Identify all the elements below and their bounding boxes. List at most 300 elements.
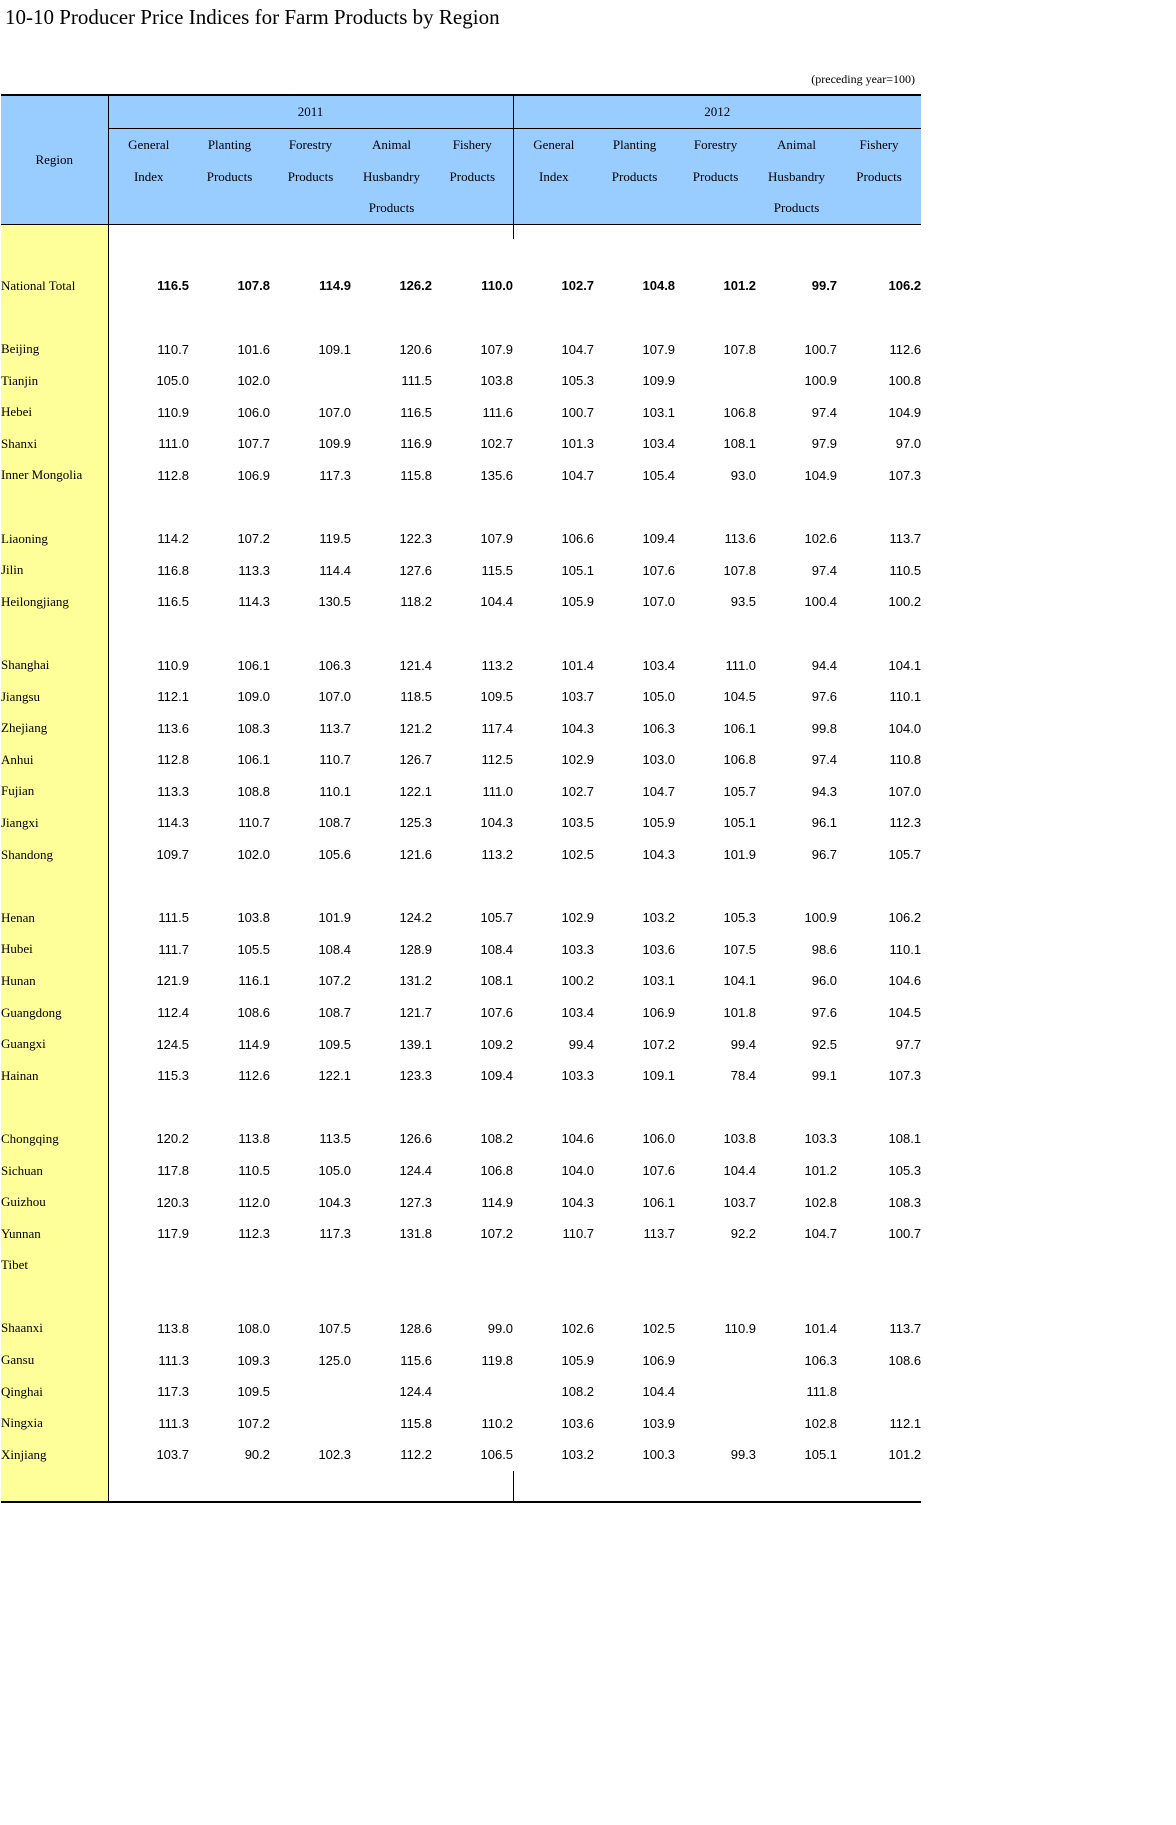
value-cell: 104.5 (723, 689, 757, 705)
value-cell (189, 1092, 270, 1124)
value-cell (513, 239, 594, 271)
value-cell: 99.0 (487, 1320, 514, 1336)
value-cell: 109.1 (318, 341, 351, 357)
region-name: Inner Mongolia (1, 460, 108, 492)
value-cell (270, 1092, 351, 1124)
value-cell (270, 224, 351, 239)
value-cell: 119.8 (481, 1352, 514, 1368)
table-row (1, 1155, 921, 1187)
value-cell: 107.0 (318, 689, 351, 705)
value-cell (513, 302, 594, 334)
region-name: Guangdong (1, 997, 108, 1029)
region-cell (1, 1471, 108, 1502)
value-cell: 105.3 (723, 910, 757, 926)
value-cell: 114.9 (238, 1036, 270, 1052)
value-cell: 131.2 (399, 973, 432, 989)
value-cell (108, 239, 189, 271)
value-cell (756, 1250, 837, 1282)
col-header-2012-general-index (513, 129, 594, 225)
value-cell: 113.8 (238, 1131, 270, 1147)
value-cell: 117.3 (157, 1384, 189, 1400)
value-cell (189, 1281, 270, 1313)
value-cell: 105.7 (888, 847, 922, 863)
value-cell: 112.6 (889, 341, 922, 357)
value-cell: 121.4 (399, 657, 432, 673)
value-cell: 103.6 (561, 1415, 595, 1431)
value-cell: 104.1 (723, 973, 757, 989)
value-cell: 97.4 (811, 752, 838, 768)
value-cell: 106.1 (237, 752, 270, 768)
value-cell: 102.0 (237, 847, 270, 863)
value-cell: 100.3 (642, 1447, 676, 1463)
region-name: Yunnan (1, 1218, 108, 1250)
value-cell: 97.4 (811, 562, 838, 578)
value-cell (270, 491, 351, 523)
value-cell: 102.7 (561, 278, 595, 294)
region-name: Jilin (1, 554, 108, 586)
value-cell: 113.2 (481, 847, 514, 863)
value-cell (837, 224, 921, 239)
value-cell: 103.7 (156, 1447, 189, 1463)
col-header-line: General (533, 137, 575, 152)
value-cell: 116.5 (157, 594, 189, 610)
year-2011-header: 2011 (108, 95, 513, 129)
spacer-row (1, 618, 921, 650)
value-cell (432, 618, 513, 650)
value-cell: 115.3 (157, 1068, 189, 1084)
value-cell: 105.7 (480, 910, 514, 926)
value-cell: 103.4 (642, 657, 676, 673)
value-cell: 106.9 (642, 1352, 676, 1368)
value-cell: 107.7 (237, 436, 270, 452)
value-cell: 109.0 (237, 689, 270, 705)
value-cell: 113.3 (157, 783, 189, 799)
value-cell: 107.5 (723, 941, 757, 957)
value-cell: 116.5 (400, 404, 432, 420)
value-cell: 101.3 (561, 436, 595, 452)
value-cell (270, 239, 351, 271)
col-header-line: Products (368, 200, 415, 215)
value-cell: 102.0 (237, 373, 270, 389)
value-cell: 99.1 (811, 1068, 838, 1084)
table-row (1, 807, 921, 839)
value-cell: 111.0 (482, 783, 514, 799)
value-cell: 96.1 (811, 815, 838, 831)
value-cell: 105.7 (723, 783, 757, 799)
year-header-row (1, 95, 921, 129)
value-cell (432, 491, 513, 523)
region-header: Region (1, 95, 108, 224)
col-header-line: Animal (372, 137, 411, 152)
value-cell: 112.3 (889, 815, 922, 831)
value-cell: 113.7 (643, 1226, 676, 1242)
value-cell (756, 1092, 837, 1124)
col-header-line: Husbandry (768, 168, 826, 184)
value-cell: 99.8 (811, 720, 838, 736)
value-cell: 112.8 (157, 467, 189, 483)
value-cell (351, 491, 432, 523)
value-cell (270, 1376, 351, 1408)
value-cell: 122.1 (399, 783, 432, 799)
value-cell (432, 1092, 513, 1124)
value-cell: 104.5 (888, 1005, 922, 1021)
value-cell: 118.5 (400, 689, 432, 705)
value-cell: 100.8 (888, 373, 922, 389)
value-cell (270, 302, 351, 334)
col-header-line: Planting (207, 137, 252, 152)
table-row (1, 776, 921, 808)
value-cell: 115.6 (400, 1352, 432, 1368)
value-cell (189, 1471, 270, 1502)
col-header-line: Forestry (693, 137, 738, 152)
value-cell: 107.3 (888, 1068, 922, 1084)
value-cell: 127.3 (399, 1194, 432, 1210)
value-cell: 113.6 (157, 720, 189, 736)
region-name: Xinjiang (1, 1439, 108, 1471)
value-cell: 104.8 (642, 278, 676, 294)
value-cell: 104.7 (642, 783, 676, 799)
value-cell (432, 224, 513, 239)
value-cell (108, 491, 189, 523)
value-cell: 104.3 (561, 720, 595, 736)
value-cell: 116.5 (157, 278, 189, 294)
table-row (1, 586, 921, 618)
value-cell: 104.1 (888, 657, 922, 673)
table-row (1, 1407, 921, 1439)
value-cell: 116.8 (157, 562, 189, 578)
value-cell: 107.0 (888, 783, 922, 799)
region-name: Henan (1, 902, 108, 934)
value-cell (351, 870, 432, 902)
value-cell: 108.3 (888, 1194, 922, 1210)
value-cell: 97.7 (895, 1036, 922, 1052)
value-cell: 106.2 (888, 910, 922, 926)
value-cell: 108.4 (318, 941, 351, 957)
value-cell: 105.6 (318, 847, 351, 863)
value-cell: 103.3 (804, 1131, 838, 1147)
region-name: National Total (1, 270, 108, 302)
region-name: Zhejiang (1, 712, 108, 744)
value-cell: 103.2 (642, 910, 676, 926)
col-header-2011-general-index (108, 129, 189, 225)
value-cell: 96.7 (811, 847, 838, 863)
table-row (1, 965, 921, 997)
value-cell (108, 1471, 189, 1502)
table-body (1, 224, 921, 1502)
value-cell: 104.6 (888, 973, 922, 989)
value-cell: 121.6 (399, 847, 432, 863)
region-name: Liaoning (1, 523, 108, 555)
value-cell (513, 618, 594, 650)
value-cell (189, 618, 270, 650)
value-cell: 107.3 (888, 467, 922, 483)
value-cell: 103.8 (723, 1131, 757, 1147)
col-header-line: Products (206, 168, 253, 184)
region-cell (1, 618, 108, 650)
table-row (1, 523, 921, 555)
spacer-row (1, 1281, 921, 1313)
region-cell (1, 302, 108, 334)
region-name: Jiangsu (1, 681, 108, 713)
region-name: Guangxi (1, 1028, 108, 1060)
table-row (1, 1028, 921, 1060)
value-cell: 111.5 (401, 373, 432, 389)
value-cell: 117.3 (319, 467, 351, 483)
value-cell: 108.7 (318, 1005, 351, 1021)
value-cell (513, 1092, 594, 1124)
value-cell: 104.3 (318, 1194, 351, 1210)
col-header-line: Index (538, 168, 569, 184)
value-cell (189, 302, 270, 334)
value-cell: 108.0 (237, 1320, 270, 1336)
region-name: Jiangxi (1, 807, 108, 839)
value-cell: 104.7 (804, 1226, 838, 1242)
region-name: Sichuan (1, 1155, 108, 1187)
value-cell: 106.9 (237, 467, 270, 483)
value-cell: 92.5 (811, 1036, 838, 1052)
value-cell: 108.3 (237, 720, 270, 736)
table-bottom-pad (1, 1471, 921, 1502)
value-cell: 106.8 (723, 404, 757, 420)
value-cell: 105.9 (561, 594, 595, 610)
value-cell: 103.3 (561, 941, 595, 957)
value-cell: 103.5 (561, 815, 595, 831)
value-cell: 106.3 (804, 1352, 838, 1368)
value-cell: 94.4 (811, 657, 838, 673)
value-cell (837, 1471, 921, 1502)
value-cell (756, 1471, 837, 1502)
value-cell: 102.3 (318, 1447, 351, 1463)
value-cell: 105.3 (888, 1163, 922, 1179)
value-cell: 105.5 (237, 941, 270, 957)
value-cell: 97.0 (895, 436, 922, 452)
table-row (1, 1313, 921, 1345)
value-cell: 112.3 (238, 1226, 270, 1242)
value-cell: 114.3 (238, 594, 270, 610)
value-cell: 113.6 (724, 531, 757, 547)
value-cell (675, 1344, 756, 1376)
value-cell: 103.9 (642, 1415, 676, 1431)
value-cell: 104.7 (561, 467, 595, 483)
value-cell (675, 1250, 756, 1282)
col-header-2012-fishery-products (837, 129, 921, 225)
value-cell (351, 1250, 432, 1282)
value-cell: 124.4 (399, 1163, 432, 1179)
value-cell: 104.9 (804, 467, 838, 483)
value-cell: 104.7 (561, 341, 595, 357)
value-cell: 124.5 (156, 1036, 189, 1052)
value-cell (837, 1250, 921, 1282)
value-cell (270, 365, 351, 397)
region-name: Shanghai (1, 649, 108, 681)
value-cell (675, 1407, 756, 1439)
region-name: Shanxi (1, 428, 108, 460)
value-cell: 111.7 (158, 941, 189, 957)
value-cell: 112.4 (157, 1005, 189, 1021)
col-header-line: Husbandry (362, 168, 421, 184)
value-cell: 96.0 (811, 973, 838, 989)
value-cell: 110.5 (238, 1163, 270, 1179)
value-cell (756, 618, 837, 650)
value-cell: 105.4 (642, 467, 676, 483)
value-cell (675, 239, 756, 271)
value-cell: 109.4 (480, 1068, 514, 1084)
value-cell: 111.0 (158, 436, 189, 452)
table-row (1, 1376, 921, 1408)
value-cell: 118.2 (400, 594, 432, 610)
value-cell: 103.7 (723, 1194, 757, 1210)
value-cell: 122.3 (399, 531, 432, 547)
value-cell: 107.6 (480, 1005, 514, 1021)
value-cell: 102.7 (480, 436, 514, 452)
region-cell (1, 491, 108, 523)
table-row (1, 1218, 921, 1250)
value-cell: 115.5 (481, 562, 514, 578)
value-cell: 120.3 (156, 1194, 189, 1210)
value-cell (108, 1281, 189, 1313)
value-cell: 103.1 (642, 404, 676, 420)
value-cell: 107.6 (642, 1163, 676, 1179)
value-cell (270, 1250, 351, 1282)
value-cell: 113.7 (319, 720, 351, 736)
col-header-line: Products (287, 168, 334, 184)
value-cell: 107.9 (642, 341, 676, 357)
price-index-table (1, 94, 921, 1503)
region-name: Anhui (1, 744, 108, 776)
value-cell: 114.9 (319, 278, 351, 294)
table-row (1, 365, 921, 397)
value-cell: 107.2 (642, 1036, 676, 1052)
value-cell: 92.2 (730, 1226, 757, 1242)
table-title: 10-10 Producer Price Indices for Farm Products by Region (5, 5, 500, 29)
value-cell: 139.1 (399, 1036, 432, 1052)
value-cell: 110.7 (319, 752, 351, 768)
value-cell: 111.6 (482, 404, 514, 420)
value-cell: 125.0 (318, 1352, 351, 1368)
table-row (1, 712, 921, 744)
value-cell: 107.2 (237, 1415, 270, 1431)
value-cell: 106.6 (561, 531, 595, 547)
value-cell: 105.0 (318, 1163, 351, 1179)
table-row (1, 744, 921, 776)
value-cell (270, 1407, 351, 1439)
value-cell: 99.7 (811, 278, 838, 294)
value-cell: 102.5 (561, 847, 595, 863)
value-cell: 116.9 (400, 436, 432, 452)
value-cell: 124.4 (399, 1384, 432, 1400)
col-header-line: General (128, 137, 170, 152)
region-name: Beijing (1, 333, 108, 365)
col-header-line: Products (449, 168, 496, 184)
value-cell: 117.3 (319, 1226, 351, 1242)
value-cell: 100.9 (804, 373, 838, 389)
region-name: Fujian (1, 776, 108, 808)
value-cell: 101.8 (723, 1005, 757, 1021)
value-cell: 109.1 (642, 1068, 676, 1084)
value-cell: 121.2 (399, 720, 432, 736)
value-cell (837, 618, 921, 650)
value-cell: 104.3 (480, 815, 514, 831)
value-cell: 108.1 (888, 1131, 922, 1147)
value-cell: 111.3 (158, 1415, 189, 1431)
value-cell (594, 302, 675, 334)
value-cell: 126.2 (399, 278, 432, 294)
value-cell: 108.1 (480, 973, 514, 989)
value-cell: 93.0 (730, 467, 757, 483)
value-cell: 106.1 (237, 657, 270, 673)
value-cell: 109.3 (237, 1352, 270, 1368)
value-cell (675, 302, 756, 334)
value-cell: 108.6 (237, 1005, 270, 1021)
value-cell: 78.4 (730, 1068, 757, 1084)
value-cell: 110.1 (319, 783, 351, 799)
value-cell: 108.4 (480, 941, 514, 957)
value-cell: 110.1 (889, 941, 922, 957)
value-cell: 105.1 (723, 815, 757, 831)
value-cell (756, 1281, 837, 1313)
table-row (1, 270, 921, 302)
value-cell (108, 302, 189, 334)
value-cell (513, 491, 594, 523)
table-row (1, 1123, 921, 1155)
value-cell (108, 224, 189, 239)
value-cell: 104.3 (642, 847, 676, 863)
value-cell (837, 1092, 921, 1124)
table-row (1, 1060, 921, 1092)
value-cell: 109.4 (642, 531, 676, 547)
region-name: Heilongjiang (1, 586, 108, 618)
value-cell: 130.5 (318, 594, 351, 610)
value-cell: 131.8 (399, 1226, 432, 1242)
value-cell: 112.6 (238, 1068, 270, 1084)
value-cell: 100.2 (888, 594, 922, 610)
region-name: Shaanxi (1, 1313, 108, 1345)
value-cell: 110.1 (889, 689, 922, 705)
value-cell: 106.3 (642, 720, 676, 736)
table-row (1, 396, 921, 428)
value-cell: 102.8 (804, 1194, 838, 1210)
value-cell: 112.8 (157, 752, 189, 768)
value-cell: 107.0 (318, 404, 351, 420)
value-cell (189, 1250, 270, 1282)
col-header-line: Products (692, 168, 739, 184)
value-cell (432, 1376, 513, 1408)
region-cell (1, 224, 108, 239)
table-row (1, 649, 921, 681)
region-name: Tibet (1, 1250, 108, 1282)
value-cell: 102.5 (642, 1320, 676, 1336)
region-name: Tianjin (1, 365, 108, 397)
value-cell (189, 239, 270, 271)
value-cell: 107.0 (642, 594, 676, 610)
value-cell (351, 1281, 432, 1313)
value-cell (675, 1092, 756, 1124)
value-cell (594, 1471, 675, 1502)
value-cell: 104.9 (888, 404, 922, 420)
value-cell (837, 1376, 921, 1408)
value-cell: 105.3 (561, 373, 595, 389)
value-cell: 111.5 (158, 910, 189, 926)
region-name: Hainan (1, 1060, 108, 1092)
value-cell: 105.9 (642, 815, 676, 831)
table-row (1, 934, 921, 966)
value-cell: 90.2 (244, 1447, 270, 1463)
table-row (1, 902, 921, 934)
value-cell: 104.4 (642, 1384, 676, 1400)
value-cell: 107.2 (318, 973, 351, 989)
value-cell: 100.7 (561, 404, 595, 420)
value-cell: 107.6 (642, 562, 676, 578)
